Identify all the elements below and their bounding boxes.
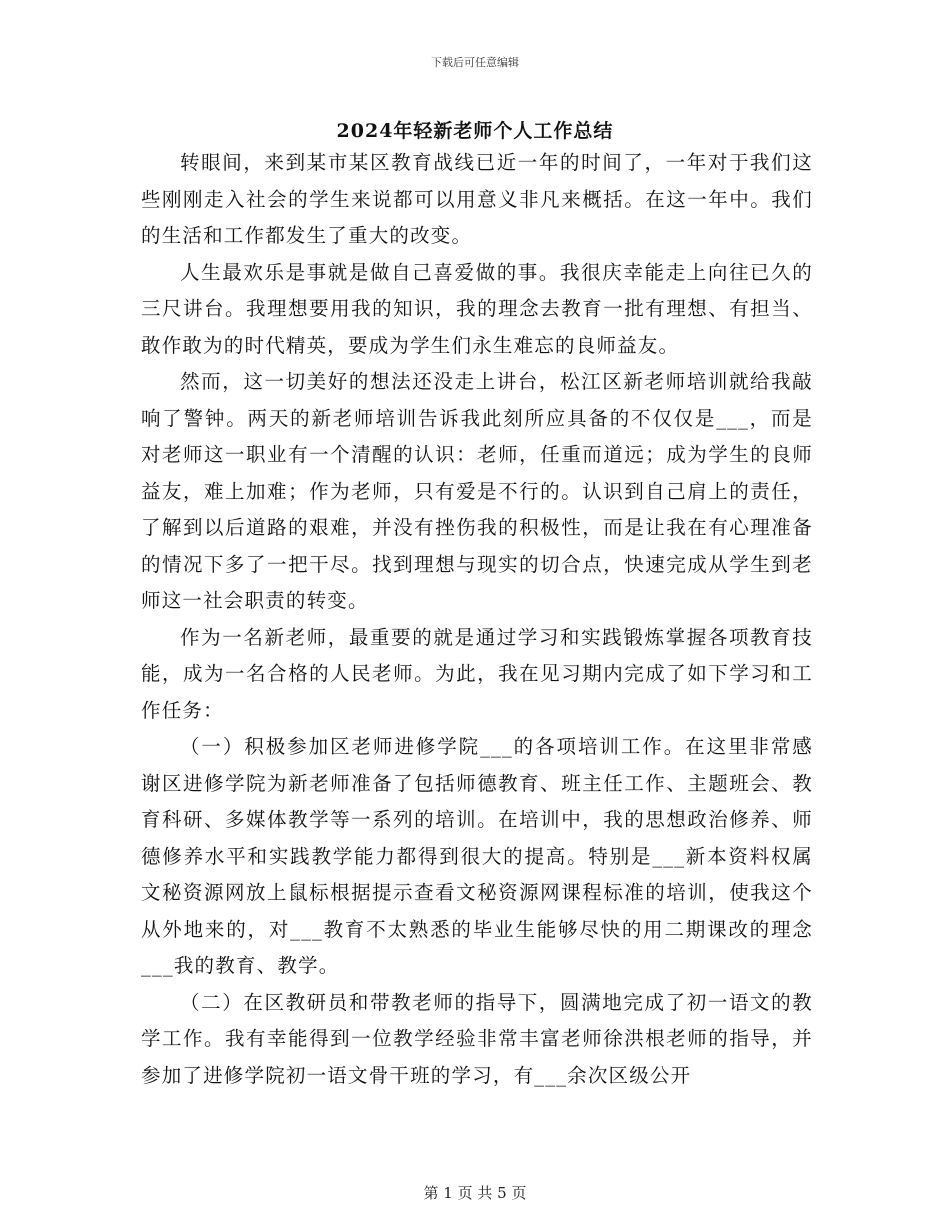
document-body	[141, 145, 813, 1094]
paragraph: 然而，这一切美好的想法还没走上讲台，松江区新老师培训就给我敲响了警钟。两天的新老师培训告诉我此刻所应具备的不仅仅是___，而是对老师这一职业有一个清醒的认识：老师，任重而道远；成为学生的良师益友，难上加难；作为老师，只有爱是不行的。认识到自己肩上的责任，了解到以后道路的艰难，并没有挫伤我的积极性，而是让我在有心理准备的情况下多了一把干尽。找到理想与现实的切合点，快速完成从学生到老师这一社会职责的转变。	[141, 370, 813, 612]
page-number: 第 1 页 共 5 页	[423, 1184, 527, 1202]
paragraph: 人生最欢乐是事就是做自己喜爱做的事。我很庆幸能走上向往已久的三尺讲台。我理想要用我的知识，我的理念去教育一批有理想、有担当、敢作敢为的时代精英，要成为学生们永生难忘的良师益友。	[141, 260, 813, 357]
paragraph: 作为一名新老师，最重要的就是通过学习和实践锻炼掌握各项教育技能，成为一名合格的人民老师。为此，我在见习期内完成了如下学习和工作任务：	[141, 625, 813, 722]
document-title: 2024年轻新老师个人工作总结	[336, 120, 614, 142]
header-note: 下载后可任意编辑	[431, 56, 519, 69]
paragraph: （一）积极参加区老师进修学院___的各项培训工作。在这里非常感谢区进修学院为新老师准备了包括师德教育、班主任工作、主题班会、教育科研、多媒体教学等一系列的培训。在培训中，我的思想政治修养、师德修养水平和实践教学能力都得到很大的提高。特别是___新本资料权属文秘资源网放上鼠标根据提示查看文秘资源网课程标准的培训，使我这个从外地来的，对___教育不太熟悉的毕业生能够尽快的用二期课改的理念___我的教育、教学。	[141, 735, 813, 977]
paragraph: 转眼间，来到某市某区教育战线已近一年的时间了，一年对于我们这些刚刚走入社会的学生来说都可以用意义非凡来概括。在这一年中。我们的生活和工作都发生了重大的改变。	[141, 151, 813, 247]
paragraph: （二）在区教研员和带教老师的指导下，圆满地完成了初一语文的教学工作。我有幸能得到一位教学经验非常丰富老师徐洪根老师的指导，并参加了进修学院初一语文骨干班的学习，有___余次区级公开	[141, 990, 813, 1087]
